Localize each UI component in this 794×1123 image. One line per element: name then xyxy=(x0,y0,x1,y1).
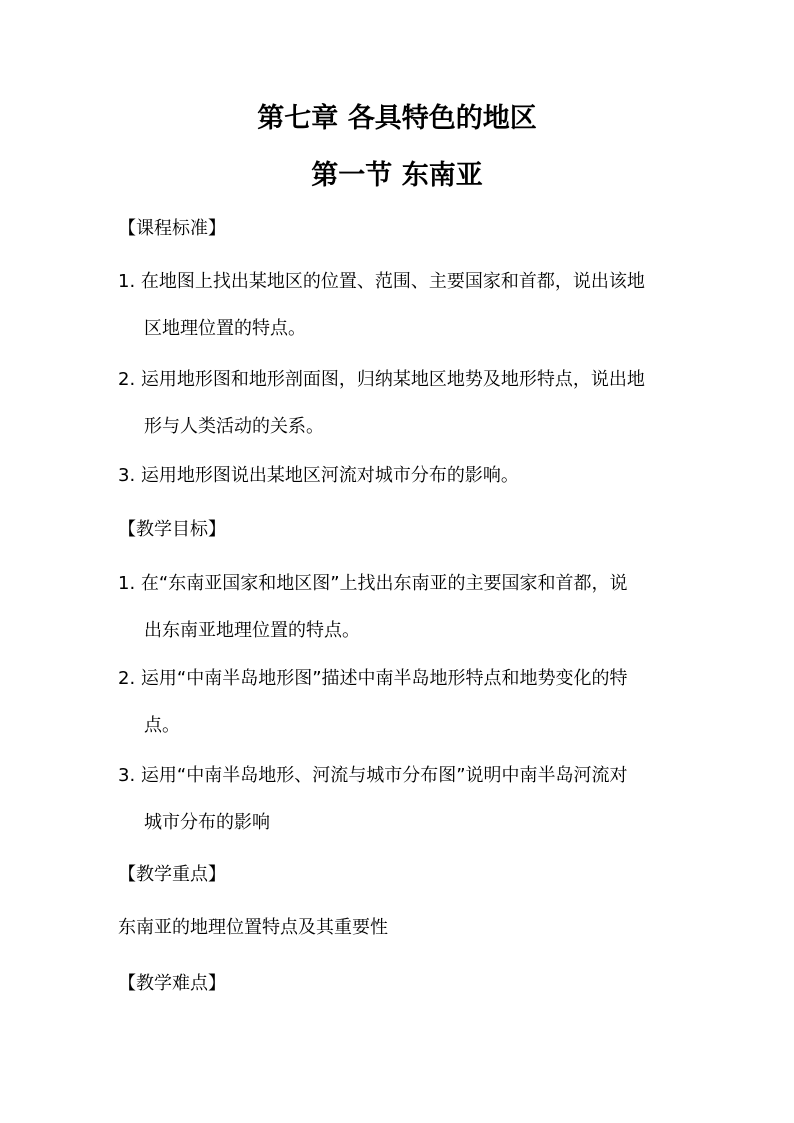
item-line-continued: 区地理位置的特点。 xyxy=(144,318,306,339)
item-line: 1. 在地图上找出某地区的位置、范围、主要国家和首都，说出该地 xyxy=(118,271,645,292)
teaching-objectives-heading: 【教学目标】 xyxy=(118,519,226,540)
item-line-continued: 点。 xyxy=(144,715,180,736)
key-points-heading: 【教学重点】 xyxy=(118,864,226,885)
section-title: 第一节 东南亚 xyxy=(311,160,483,191)
item-line-continued: 城市分布的影响 xyxy=(144,812,270,833)
item-line: 3. 运用“中南半岛地形、河流与城市分布图”说明中南半岛河流对 xyxy=(118,765,628,786)
item-line-continued: 出东南亚地理位置的特点。 xyxy=(144,620,360,641)
item-line: 2. 运用地形图和地形剖面图，归纳某地区地势及地形特点，说出地 xyxy=(118,369,645,390)
curriculum-standard-item-2 xyxy=(118,366,678,441)
teaching-objective-item-3 xyxy=(118,762,678,837)
curriculum-standard-item-3 xyxy=(118,462,678,490)
curriculum-standard-item-1 xyxy=(118,268,678,343)
key-points-text: 东南亚的地理位置特点及其重要性 xyxy=(118,917,388,938)
curriculum-standards-heading: 【课程标准】 xyxy=(118,218,226,239)
item-line: 2. 运用“中南半岛地形图”描述中南半岛地形特点和地势变化的特 xyxy=(118,668,628,689)
chapter-title: 第七章 各具特色的地区 xyxy=(257,103,537,134)
difficult-points-heading: 【教学难点】 xyxy=(118,973,226,994)
teaching-objective-item-1 xyxy=(118,570,678,645)
teaching-objective-item-2 xyxy=(118,665,678,740)
item-line-continued: 形与人类活动的关系。 xyxy=(144,416,324,437)
item-line: 3. 运用地形图说出某地区河流对城市分布的影响。 xyxy=(118,465,519,486)
item-line: 1. 在“东南亚国家和地区图”上找出东南亚的主要国家和首都，说 xyxy=(118,573,628,594)
